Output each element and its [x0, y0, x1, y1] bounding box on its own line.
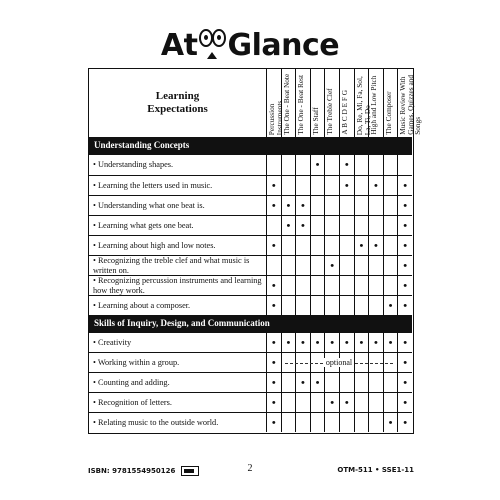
table-row — [89, 392, 412, 412]
check-dot: • — [295, 333, 310, 352]
learning-expectations-heading: Learning Expectations — [147, 90, 208, 115]
check-dot: • — [397, 373, 412, 392]
empty-cell — [368, 256, 383, 275]
empty-cell — [310, 393, 325, 412]
empty-cell — [281, 413, 296, 432]
check-dot: • — [295, 196, 310, 215]
expectation-label: • Learning what gets one beat. — [93, 220, 194, 230]
expectation-label: • Learning the letters used in music. — [93, 180, 213, 190]
column-header: The Composer — [383, 69, 398, 137]
page-number: 2 — [247, 463, 253, 474]
empty-cell — [281, 276, 296, 295]
check-dot: • — [266, 353, 281, 372]
check-dot: • — [266, 236, 281, 255]
check-dot: • — [295, 373, 310, 392]
eyes-icon — [198, 29, 226, 63]
empty-cell — [383, 393, 398, 412]
empty-cell — [339, 296, 354, 315]
empty-cell — [324, 296, 339, 315]
check-dot: • — [397, 256, 412, 275]
empty-cell — [354, 373, 369, 392]
check-dot: • — [397, 216, 412, 235]
check-dot: • — [354, 236, 369, 255]
check-dot: • — [295, 216, 310, 235]
check-dot: • — [281, 216, 296, 235]
empty-cell — [324, 276, 339, 295]
empty-cell — [310, 296, 325, 315]
section-header: Skills of Inquiry, Design, and Communication — [89, 315, 412, 332]
empty-cell — [310, 196, 325, 215]
at-a-glance-table — [88, 68, 423, 434]
empty-cell — [281, 236, 296, 255]
column-header: Do, Re, Mi, Fa, Sol, La, Ti, Do — [354, 69, 369, 137]
empty-cell — [295, 155, 310, 175]
section-header: Understanding Concepts — [89, 137, 412, 154]
check-dot: • — [368, 236, 383, 255]
check-dot: • — [266, 393, 281, 412]
empty-cell — [339, 236, 354, 255]
table-row — [89, 154, 412, 175]
table-header — [89, 69, 423, 137]
empty-cell — [295, 256, 310, 275]
expectation-label: • Counting and adding. — [93, 377, 170, 387]
table-row — [89, 412, 412, 432]
empty-cell — [310, 413, 325, 432]
check-dot: • — [324, 256, 339, 275]
check-dot: • — [383, 333, 398, 352]
check-dot: • — [368, 333, 383, 352]
empty-cell — [324, 373, 339, 392]
empty-cell — [310, 276, 325, 295]
empty-cell — [281, 256, 296, 275]
check-dot: • — [383, 296, 398, 315]
check-dot: • — [266, 333, 281, 352]
check-dot: • — [397, 196, 412, 215]
empty-cell — [383, 276, 398, 295]
empty-cell — [368, 155, 383, 175]
empty-cell — [354, 413, 369, 432]
empty-cell — [281, 296, 296, 315]
empty-cell — [324, 196, 339, 215]
empty-cell — [295, 413, 310, 432]
check-dot: • — [266, 296, 281, 315]
column-header: The Treble Clef — [324, 69, 339, 137]
empty-cell — [354, 216, 369, 235]
column-header: High and Low Pitch — [368, 69, 383, 137]
footer-code: OTM-511 • SSE1-11 — [337, 466, 414, 474]
check-dot: • — [281, 196, 296, 215]
empty-cell — [310, 176, 325, 195]
empty-cell — [339, 216, 354, 235]
empty-cell — [310, 216, 325, 235]
expectation-label: • Relating music to the outside world. — [93, 417, 219, 427]
column-header: Percussion Instruments — [266, 69, 281, 137]
empty-cell — [383, 216, 398, 235]
check-dot: • — [266, 373, 281, 392]
empty-cell — [354, 196, 369, 215]
check-dot: • — [397, 176, 412, 195]
empty-cell — [281, 155, 296, 175]
empty-cell — [266, 216, 281, 235]
table-row — [89, 175, 412, 195]
check-dot: • — [397, 236, 412, 255]
empty-cell — [383, 236, 398, 255]
check-dot: • — [281, 333, 296, 352]
empty-cell — [295, 296, 310, 315]
empty-cell — [368, 276, 383, 295]
empty-cell — [368, 373, 383, 392]
check-dot: • — [339, 393, 354, 412]
table-row — [89, 332, 412, 352]
empty-cell — [295, 276, 310, 295]
empty-cell — [368, 413, 383, 432]
empty-cell — [266, 256, 281, 275]
empty-cell — [295, 176, 310, 195]
empty-cell — [295, 393, 310, 412]
empty-cell — [354, 155, 369, 175]
empty-cell — [354, 276, 369, 295]
optional-note: optional — [281, 353, 398, 372]
check-dot: • — [324, 393, 339, 412]
empty-cell — [339, 413, 354, 432]
empty-cell — [324, 155, 339, 175]
empty-cell — [339, 256, 354, 275]
expectation-label: • Creativity — [93, 337, 132, 347]
empty-cell — [354, 393, 369, 412]
empty-cell — [295, 236, 310, 255]
check-dot: • — [397, 296, 412, 315]
table-row — [89, 255, 412, 275]
table-row — [89, 215, 412, 235]
empty-cell — [339, 373, 354, 392]
table-row — [89, 195, 412, 215]
check-dot: • — [266, 196, 281, 215]
title-word-at: At — [160, 28, 198, 63]
check-dot: • — [397, 393, 412, 412]
empty-cell — [354, 256, 369, 275]
check-dot: • — [310, 333, 325, 352]
expectation-label: • Learning about a composer. — [93, 300, 191, 310]
check-dot: • — [397, 413, 412, 432]
empty-cell — [383, 256, 398, 275]
table-row — [89, 352, 412, 372]
empty-cell — [324, 236, 339, 255]
check-dot: • — [383, 413, 398, 432]
column-header: The Staff — [310, 69, 325, 137]
column-header: Music Review With Games, Quizzes and Songs — [397, 69, 412, 137]
expectation-label: • Understanding what one beat is. — [93, 200, 205, 210]
column-header: The One - Beat Rest — [295, 69, 310, 137]
check-dot: • — [310, 373, 325, 392]
empty-cell — [368, 296, 383, 315]
empty-cell — [310, 236, 325, 255]
empty-cell — [281, 176, 296, 195]
check-dot: • — [368, 176, 383, 195]
empty-cell — [354, 296, 369, 315]
expectation-label: • Recognizing the treble clef and what music is written on. — [93, 256, 250, 275]
empty-cell — [383, 176, 398, 195]
table-row — [89, 275, 412, 295]
empty-cell — [354, 176, 369, 195]
empty-cell — [339, 196, 354, 215]
table-row — [89, 295, 412, 315]
title-word-glance: Glance — [227, 28, 340, 63]
empty-cell — [397, 155, 412, 175]
empty-cell — [324, 176, 339, 195]
table-row — [89, 372, 412, 392]
check-dot: • — [397, 276, 412, 295]
empty-cell — [281, 373, 296, 392]
page-title — [0, 28, 500, 63]
empty-cell — [324, 216, 339, 235]
empty-cell — [383, 196, 398, 215]
expectation-label: • Understanding shapes. — [93, 160, 174, 170]
check-dot: • — [339, 155, 354, 175]
empty-cell — [383, 155, 398, 175]
check-dot: • — [266, 413, 281, 432]
empty-cell — [324, 413, 339, 432]
empty-cell — [368, 216, 383, 235]
empty-cell — [281, 393, 296, 412]
check-dot: • — [339, 333, 354, 352]
expectation-label: • Learning about high and low notes. — [93, 240, 216, 250]
expectation-label: • Recognizing percussion instruments and learning how they work. — [93, 276, 262, 295]
check-dot: • — [354, 333, 369, 352]
check-dot: • — [397, 333, 412, 352]
column-header: A B C D E F G — [339, 69, 354, 137]
check-dot: • — [324, 333, 339, 352]
expectation-label: • Recognition of letters. — [93, 397, 172, 407]
check-dot: • — [310, 155, 325, 175]
empty-cell — [310, 256, 325, 275]
check-dot: • — [266, 176, 281, 195]
column-header: The One - Beat Note — [281, 69, 296, 137]
expectation-label: • Working within a group. — [93, 357, 180, 367]
check-dot: • — [266, 276, 281, 295]
table-row — [89, 235, 412, 255]
empty-cell — [368, 196, 383, 215]
check-dot: • — [397, 353, 412, 372]
check-dot: • — [339, 176, 354, 195]
empty-cell — [266, 155, 281, 175]
empty-cell — [368, 393, 383, 412]
footer-isbn: ISBN: 9781554950126 — [88, 466, 199, 476]
empty-cell — [383, 373, 398, 392]
empty-cell — [339, 276, 354, 295]
